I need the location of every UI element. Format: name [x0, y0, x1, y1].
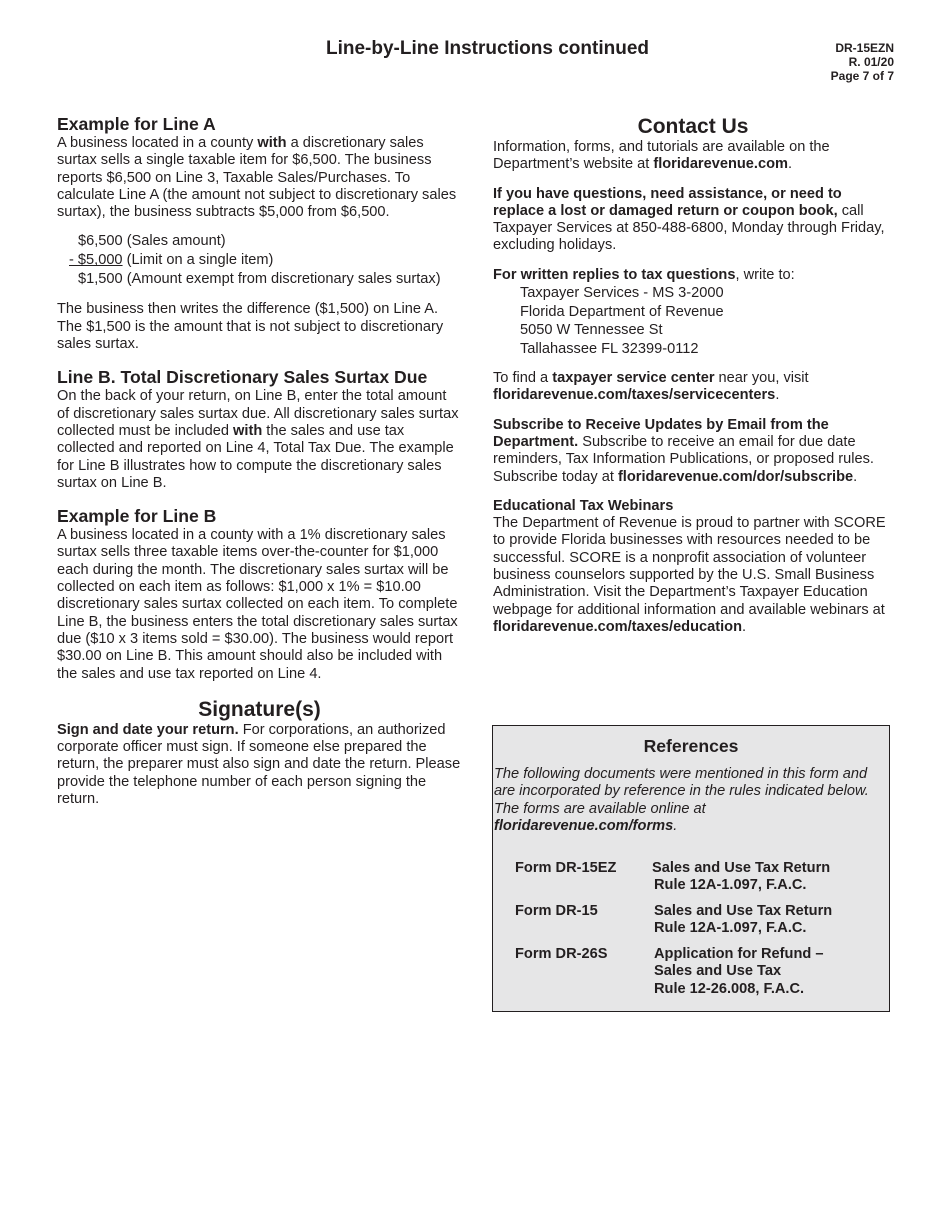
form-number: DR-15EZN [835, 41, 894, 55]
page-title: Line-by-Line Instructions continued [326, 38, 649, 59]
calc-line-sales: $6,500 (Sales amount) [78, 233, 226, 250]
reference-description: Application for Refund – Sales and Use Tax Rule 12-26.008, F.A.C. [654, 946, 824, 997]
reference-form: Form DR-26S [515, 946, 608, 962]
example-b-paragraph: A business located in a county with a 1% discretionary sales surtax sells three taxable items over-the-counter for $1,000 each during the month. The discretionary sales surtax will be collected on each item as follows: $1,000 x 1% = $10.00 discretionary sales surtax collected on each item. To complete Line B, the business enters the total discretionary sales surtax due ($10 x 3 items sold = $30.00). The business would report $30.00 on Line B. This amount should also be included with the sales and use tax reported on Line 4. [57, 527, 458, 682]
service-centers-link[interactable]: floridarevenue.com/taxes/servicecenters [493, 387, 776, 404]
forms-link[interactable]: floridarevenue.com/forms [494, 817, 674, 834]
left-column [57, 114, 462, 808]
address-line: Tallahassee FL 32399-0112 [520, 340, 699, 357]
subscribe-paragraph: Subscribe to Receive Updates by Email from the Department. Subscribe to receive an email for due date reminders, Tax Information Publications, or proposed rules. Subscribe today at floridarevenue.com/dor/subscribe. [493, 416, 874, 485]
references-intro: The following documents were mentioned in this form and are incorporated by reference in the rules indicated below. The forms are available online at floridarevenue.com/forms. [494, 766, 869, 834]
address-line: Taxpayer Services - MS 3-2000 [520, 285, 724, 302]
example-a-calculation [57, 232, 462, 289]
references-box [492, 725, 890, 1012]
example-b-heading: Example for Line B [57, 506, 217, 527]
webinars-paragraph: The Department of Revenue is proud to partner with SCORE to provide Florida businesses with resources needed to be successful. SCORE is a nonprofit association of volunteer business counselors supported by the U.S. Small Business Administration. Visit the Department’s Taxpayer Education webpage for additional information and available webinars at floridarevenue.com/taxes/education. [493, 515, 886, 635]
contact-website-paragraph: Information, forms, and tutorials are available on the Department’s website at floridarevenue.com. [493, 139, 830, 173]
reference-description: Sales and Use Tax Return Rule 12A-1.097, F.A.C. [654, 903, 833, 937]
subscribe-link[interactable]: floridarevenue.com/dor/subscribe [617, 468, 854, 485]
service-center-paragraph: To find a taxpayer service center near you, visit floridarevenue.com/taxes/servicecenters. [493, 370, 809, 404]
education-link[interactable]: floridarevenue.com/taxes/education [493, 618, 742, 635]
address-line: Florida Department of Revenue [520, 303, 724, 320]
calc-line-exempt: $1,500 (Amount exempt from discretionary sales surtax) [78, 271, 441, 288]
reference-form: Form DR-15 [515, 903, 598, 919]
line-b-paragraph: On the back of your return, on Line B, enter the total amount of discretionary sales surtax due. All discretionary sales surtax collected must be included with the sales and use tax collected and reported on Line 4, Total Tax Due. The example for Line B illustrates how to compute the discretionary sales surtax on Line B. [57, 388, 459, 491]
reference-description: Sales and Use Tax Return Rule 12A-1.097, F.A.C. [652, 860, 831, 894]
reference-form: Form DR-15EZ [515, 860, 617, 876]
contact-heading: Contact Us [637, 115, 749, 138]
contact-phone-paragraph: If you have questions, need assistance, or need to replace a lost or damaged return or coupon book, call Taxpayer Services at 850-488-6800, Monday through Friday, excluding holidays. [493, 185, 885, 254]
signature-heading: Signature(s) [198, 697, 321, 721]
mailing-address [493, 284, 893, 358]
webinars-heading: Educational Tax Webinars [493, 497, 674, 514]
website-link[interactable]: floridarevenue.com [653, 156, 788, 173]
form-identifier [831, 41, 894, 83]
example-a-heading: Example for Line A [57, 114, 216, 134]
page-number: Page 7 of 7 [830, 69, 894, 83]
example-a-result: The business then writes the difference ($1,500) on Line A. The $1,500 is the amount that is not subject to discretionary sales surtax. [57, 301, 444, 353]
address-line: 5050 W Tennessee St [520, 322, 663, 339]
form-revision: R. 01/20 [848, 55, 894, 69]
signature-paragraph: Sign and date your return. For corporations, an authorized corporate officer must sign. If someone else prepared the return, the preparer must also sign and date the return. Please provide the telephone number of each person signing the return. [57, 721, 461, 808]
calc-line-limit: - $5,000 (Limit on a single item) [69, 252, 274, 269]
references-heading: References [643, 736, 739, 756]
written-replies-paragraph: For written replies to tax questions, write to: [493, 266, 795, 283]
example-a-paragraph: A business located in a county with a discretionary sales surtax sells a single taxable item for $6,500. The business reports $6,500 on Line 3, Taxable Sales/Purchases. To calculate Line A (the amount not subject to discretionary sales surtax), the business subtracts $5,000 from $6,500. [57, 135, 457, 221]
line-b-heading: Line B. Total Discretionary Sales Surtax Due [57, 367, 428, 388]
right-column [493, 114, 893, 636]
